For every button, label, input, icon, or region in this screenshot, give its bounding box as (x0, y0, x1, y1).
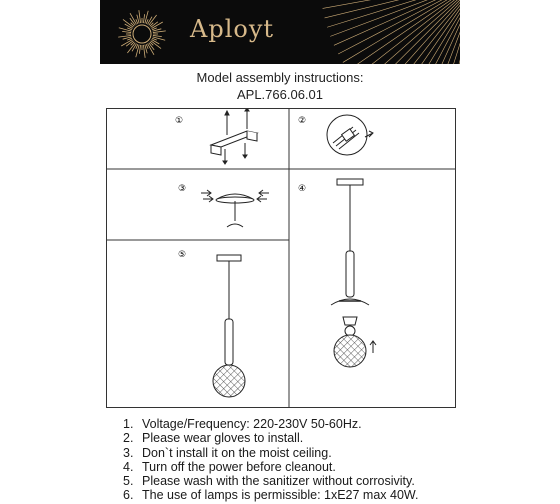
step-5-label: ⑤ (178, 250, 187, 260)
list-item: 2. Please wear gloves to install. (123, 431, 304, 446)
assembly-illustration (107, 109, 455, 407)
step-1-label: ① (175, 116, 184, 126)
list-item: 3. Don`t install it on the moist ceiling. (123, 445, 332, 460)
wire-connector-icon (327, 115, 373, 155)
step-4-label: ④ (298, 184, 307, 194)
ceiling-canopy-icon (201, 190, 269, 227)
step-3-label: ③ (178, 184, 187, 194)
pendant-assembly-icon (331, 179, 376, 367)
sun-rays-decoration (320, 0, 460, 64)
brand-banner (100, 0, 460, 64)
assembly-diagram (106, 108, 456, 408)
list-item: 4. Turn off the power before cleanout. (123, 459, 336, 474)
finished-pendant-icon (213, 255, 245, 397)
step-2-label: ② (298, 116, 307, 126)
model-number: APL.766.06.01 (236, 87, 324, 102)
brand-logo-text: Aployt (190, 15, 275, 43)
page-title: Model assembly instructions: (196, 70, 364, 85)
sunburst-decoration (100, 0, 460, 64)
list-item: 1. Voltage/Frequency: 220-230V 50-60Hz. (123, 417, 362, 431)
mounting-bracket-icon (211, 109, 257, 164)
list-item: 6. The use of lamps is permissible: 1xE27 max 40W. (123, 488, 419, 503)
list-item: 5. Please wash with the sanitizer without corrosivity. (123, 474, 415, 489)
instruction-list (123, 417, 419, 503)
